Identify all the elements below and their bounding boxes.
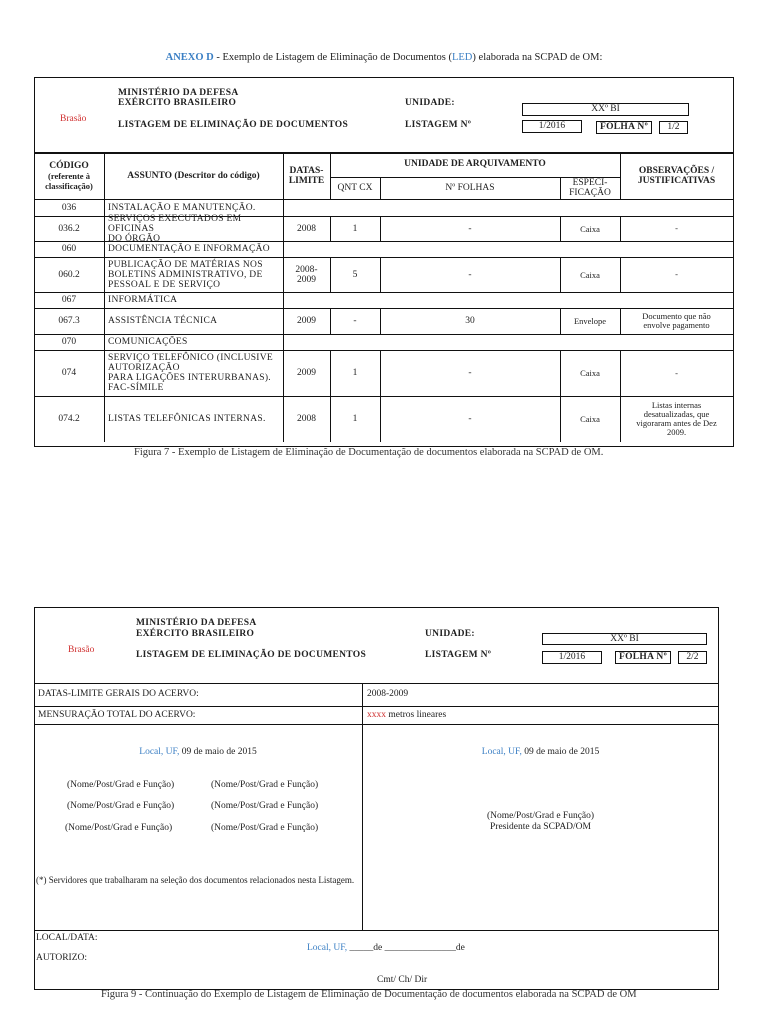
row-obs: - xyxy=(675,269,678,279)
row-spec: Envelope xyxy=(573,316,607,326)
table-row xyxy=(34,213,734,244)
row-subject: SERVIÇO TELEFÔNICO (INCLUSIVE AUTORIZAÇÃO PARA LIGAÇÕES INTERURBANAS). FAC-SÍMILE xyxy=(108,353,274,393)
table-row xyxy=(34,292,734,308)
localdata-label: LOCAL/DATA: xyxy=(36,933,98,943)
form1-listagem-label: LISTAGEM Nº xyxy=(405,120,472,130)
signature-name-6: (Nome/Post/Grad e Função) xyxy=(211,823,319,833)
table-row xyxy=(34,396,734,442)
row-dates: 2009 xyxy=(297,368,316,378)
cmt-label: Cmt/ Ch/ Dir xyxy=(377,975,428,985)
form2-unidade-field: XXº BI xyxy=(542,633,707,645)
row-obs: - xyxy=(675,367,678,378)
form2-box xyxy=(34,607,719,990)
form1-army: EXÉRCITO BRASILEIRO xyxy=(118,98,237,108)
row-qnt: 5 xyxy=(352,269,358,280)
form2-folha-field: 2/2 xyxy=(678,651,707,664)
form1-unidade-field: XXº BI xyxy=(522,103,689,116)
row-spec: Caixa xyxy=(580,269,600,280)
form1-folha-label: FOLHA Nº xyxy=(596,121,652,134)
row-code: 067 xyxy=(61,295,77,305)
row-code: 074 xyxy=(61,368,77,378)
caption-figura-7: Figura 7 - Exemplo de Listagem de Eliminação de Documentação de documentos elaborada na SCPAD de OM. xyxy=(134,447,604,458)
row-qnt: 1 xyxy=(352,414,358,424)
annex-abbr: LED xyxy=(451,52,473,63)
form2-datas-label: DATAS-LIMITE GERAIS DO ACERVO: xyxy=(38,689,199,699)
form2-folha-label: FOLHA Nº xyxy=(615,651,671,664)
form1-unidade-label: UNIDADE: xyxy=(405,98,455,108)
caption-figura-9: Figura 9 - Continuação do Exemplo de Listagem de Eliminação de Documentação de documentos elaborada na SCPAD de OM xyxy=(101,989,637,1000)
header-codigo: CÓDIGO (referente à classificação) xyxy=(45,161,93,191)
signature-name-3: (Nome/Post/Grad e Função) xyxy=(67,801,175,811)
row-code: 067.3 xyxy=(58,316,80,326)
row-obs: Listas internas desatualizadas, que vigoraram antes de Dez 2009. xyxy=(636,400,717,437)
row-folhas: - xyxy=(468,223,472,234)
row-subject: SERVIÇOS EXECUTADOS EM OFICINAS DO ÓRGÃO xyxy=(108,213,242,244)
row-subject: ASSISTÊNCIA TÉCNICA xyxy=(108,316,218,326)
annex-text-before: - Exemplo de Listagem de Eliminação de Documentos ( xyxy=(213,52,452,63)
row-subject: INFORMÁTICA xyxy=(108,295,178,305)
row-folhas: - xyxy=(468,414,472,424)
form2-mensuracao-value: xxxx metros lineares xyxy=(367,710,447,720)
table-row xyxy=(34,308,734,334)
header-assunto: ASSUNTO (Descritor do código) xyxy=(127,171,260,181)
table-row xyxy=(34,257,734,292)
row-obs: - xyxy=(675,223,678,233)
row-dates: 2008 xyxy=(297,414,316,424)
form1-title: LISTAGEM DE ELIMINAÇÃO DE DOCUMENTOS xyxy=(118,120,349,130)
form2-brasao: Brasão xyxy=(68,645,95,655)
row-folhas: - xyxy=(468,269,472,280)
row-obs: Documento que não envolve pagamento xyxy=(642,311,711,330)
row-subject: COMUNICAÇÕES xyxy=(108,337,188,347)
form2-listagem-field: 1/2016 xyxy=(542,651,602,664)
table-row xyxy=(34,241,734,257)
row-spec: Caixa xyxy=(580,223,600,234)
header-folhas: Nº FOLHAS xyxy=(445,183,495,193)
president-name: (Nome/Post/Grad e Função) xyxy=(486,811,595,821)
table-row xyxy=(34,334,734,350)
row-qnt: 1 xyxy=(352,223,358,234)
form2-title: LISTAGEM DE ELIMINAÇÃO DE DOCUMENTOS xyxy=(136,650,367,660)
row-subject: INSTALAÇÃO E MANUTENÇÃO. xyxy=(108,202,256,213)
form1-table xyxy=(34,153,734,447)
form2-datas-value: 2008-2009 xyxy=(367,689,409,699)
form1-ministry: MINISTÉRIO DA DEFESA xyxy=(118,88,239,98)
form1-brasao: Brasão xyxy=(60,114,87,124)
form2-unidade-label: UNIDADE: xyxy=(425,629,475,639)
row-subject: PUBLICAÇÃO DE MATÉRIAS NOS BOLETINS ADMINISTRATIVO, DE PESSOAL E DE SERVIÇO xyxy=(108,259,263,290)
annex-text-after: ) elaborada na SCPAD de OM: xyxy=(472,52,603,63)
row-code: 074.2 xyxy=(58,414,80,424)
row-qnt: 1 xyxy=(352,368,358,378)
row-subject: LISTAS TELEFÔNICAS INTERNAS. xyxy=(108,414,266,424)
row-folhas: 30 xyxy=(465,316,475,326)
row-code: 070 xyxy=(61,337,77,347)
annex-label: ANEXO D xyxy=(165,52,214,63)
signature-name-2: (Nome/Post/Grad e Função) xyxy=(211,780,319,790)
bottom-local-date: Local, UF, _____de _______________de xyxy=(307,943,465,953)
form2-right-date: Local, UF, 09 de maio de 2015 xyxy=(481,747,600,757)
form2-left-date: Local, UF, 09 de maio de 2015 xyxy=(139,747,257,757)
row-subject: DOCUMENTAÇÃO E INFORMAÇÃO xyxy=(108,244,270,254)
form2-ministry: MINISTÉRIO DA DEFESA xyxy=(136,618,257,628)
row-code: 060 xyxy=(61,244,77,254)
form1-folha-field: 1/2 xyxy=(659,121,688,134)
row-code: 036.2 xyxy=(58,223,80,234)
form2-listagem-label: LISTAGEM Nº xyxy=(425,650,492,660)
row-dates: 2009 xyxy=(297,316,316,326)
header-unidade-arquivamento: UNIDADE DE ARQUIVAMENTO xyxy=(404,159,546,169)
form2-army: EXÉRCITO BRASILEIRO xyxy=(136,629,255,639)
servidores-note: (*) Servidores que trabalharam na seleção dos documentos relacionados nesta Listagem. xyxy=(36,875,355,885)
header-especificacao: ESPECI- FICAÇÃO xyxy=(569,178,611,198)
president-title: Presidente da SCPAD/OM xyxy=(490,822,591,832)
header-qnt-cx: QNT CX xyxy=(337,183,373,193)
row-spec: Caixa xyxy=(580,414,600,424)
row-folhas: - xyxy=(468,368,472,378)
autorizo-label: AUTORIZO: xyxy=(36,953,88,963)
table-row xyxy=(34,350,734,396)
header-observacoes: OBSERVAÇÕES / JUSTIFICATIVAS xyxy=(637,166,716,186)
row-qnt: - xyxy=(353,316,357,326)
row-code: 060.2 xyxy=(58,269,80,280)
annex-title xyxy=(0,52,768,63)
row-spec: Caixa xyxy=(580,368,600,378)
signature-name-1: (Nome/Post/Grad e Função) xyxy=(67,780,175,790)
form1-listagem-field: 1/2016 xyxy=(522,120,582,133)
signature-name-4: (Nome/Post/Grad e Função) xyxy=(211,801,319,811)
row-code: 036 xyxy=(61,202,77,213)
row-dates: 2008- 2009 xyxy=(295,264,318,285)
header-datas-limite: DATAS- LIMITE xyxy=(288,166,325,186)
row-dates: 2008 xyxy=(297,223,316,234)
form2-mensuracao-label: MENSURAÇÃO TOTAL DO ACERVO: xyxy=(38,710,196,720)
signature-name-5: (Nome/Post/Grad e Função) xyxy=(65,823,173,833)
